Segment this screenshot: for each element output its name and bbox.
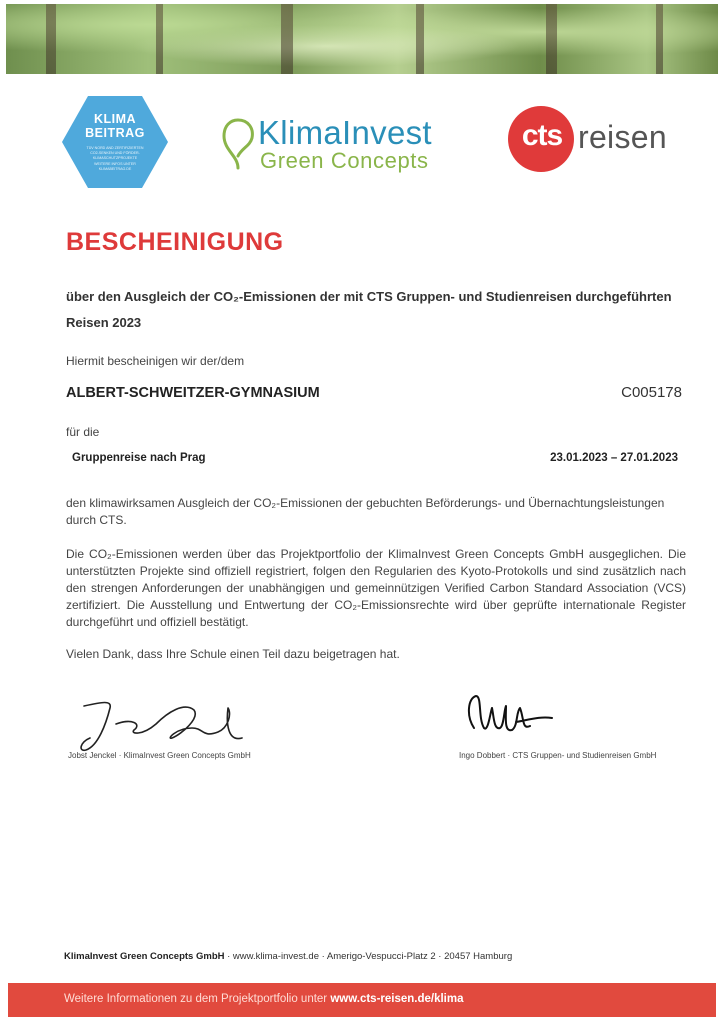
certificate-intro: Hiermit bescheinigen wir der/dem xyxy=(66,354,245,368)
footer-info-text xyxy=(64,993,464,1005)
customer-number: C005178 xyxy=(621,384,682,401)
footer-info-bar xyxy=(8,983,716,1017)
seal-small-text-2: CO2-SENKEN UND FÖRDER- xyxy=(90,151,140,155)
leaf-icon xyxy=(218,116,258,172)
certificate-subline: über den Ausgleich der CO₂-Emissionen der mit CTS Gruppen- und Studienreisen durchgeführten Reisen 2023 xyxy=(66,289,672,330)
cts-reisen-logo xyxy=(508,106,688,170)
seal-small-text-4: WEITERE INFOS UNTER xyxy=(94,162,136,166)
footer-details: · www.klima-invest.de · Amerigo-Vespucci-Platz 2 · 20457 Hamburg xyxy=(224,951,513,962)
footer-address xyxy=(64,951,512,962)
seal-title-line2: BEITRAG xyxy=(85,126,145,140)
seal-small-text-3: KLIMASCHUTZPROJEKTE xyxy=(92,156,138,160)
trip-name: Gruppenreise nach Prag xyxy=(72,452,206,464)
klimainvest-logo xyxy=(218,112,468,174)
for-label: für die xyxy=(66,425,100,439)
paragraph-portfolio: Die CO₂-Emissionen werden über das Projektportfolio der KlimaInvest Green Concepts GmbH ausgeglichen. Die unterstützten Projekte sind offiziell registriert, folgen den Regularien des Kyoto-Protokolls und sind zusätzlich nach den strengen Anforderungen der unabhängigen und gemeinnützigen Verified Carbon Standard Association (VCS) zertifiziert. Die Ausstellung und Entwertung der CO₂-Emissionsrechte wird über geprüfte internationale Register durchgeführt und offiziell bestätigt. xyxy=(66,547,686,629)
klima-beitrag-seal xyxy=(62,96,168,188)
thanks-text: Vielen Dank, dass Ihre Schule einen Teil dazu beigetragen hat. xyxy=(66,647,400,661)
seal-small-text-1: TÜV NORD AND ZERTIFIZIERTEN xyxy=(86,146,144,150)
seal-small-text-5: KLIMABEITRAG.DE xyxy=(98,167,132,171)
klimainvest-tagline: Green Concepts xyxy=(260,148,429,173)
certificate-headline: BESCHEINIGUNG xyxy=(66,228,284,256)
klimainvest-name: KlimaInvest xyxy=(258,114,432,151)
school-name: ALBERT-SCHWEITZER-GYMNASIUM xyxy=(66,385,320,401)
cts-logo-mark: cts xyxy=(521,119,563,152)
signature-dobbert xyxy=(462,688,562,748)
footer-info-label: Weitere Informationen zu dem Projektportfolio unter xyxy=(64,993,331,1005)
paragraph-compensation: den klimawirksamen Ausgleich der CO₂-Emissionen der gebuchten Beförderungs- und Übernachtungsleistungen durch CTS. xyxy=(66,496,665,527)
cts-logo-word: reisen xyxy=(578,119,667,155)
footer-company: KlimaInvest Green Concepts GmbH xyxy=(64,951,225,962)
forest-banner-image xyxy=(6,4,718,74)
signature-caption-right: Ingo Dobbert · CTS Gruppen- und Studienreisen GmbH xyxy=(459,751,657,760)
signature-jenckel xyxy=(72,694,252,756)
trip-dates: 23.01.2023 – 27.01.2023 xyxy=(550,452,678,464)
footer-info-link[interactable]: www.cts-reisen.de/klima xyxy=(330,993,464,1005)
seal-title-line1: KLIMA xyxy=(93,112,137,126)
signature-caption-left: Jobst Jenckel · KlimaInvest Green Concepts GmbH xyxy=(68,751,251,760)
